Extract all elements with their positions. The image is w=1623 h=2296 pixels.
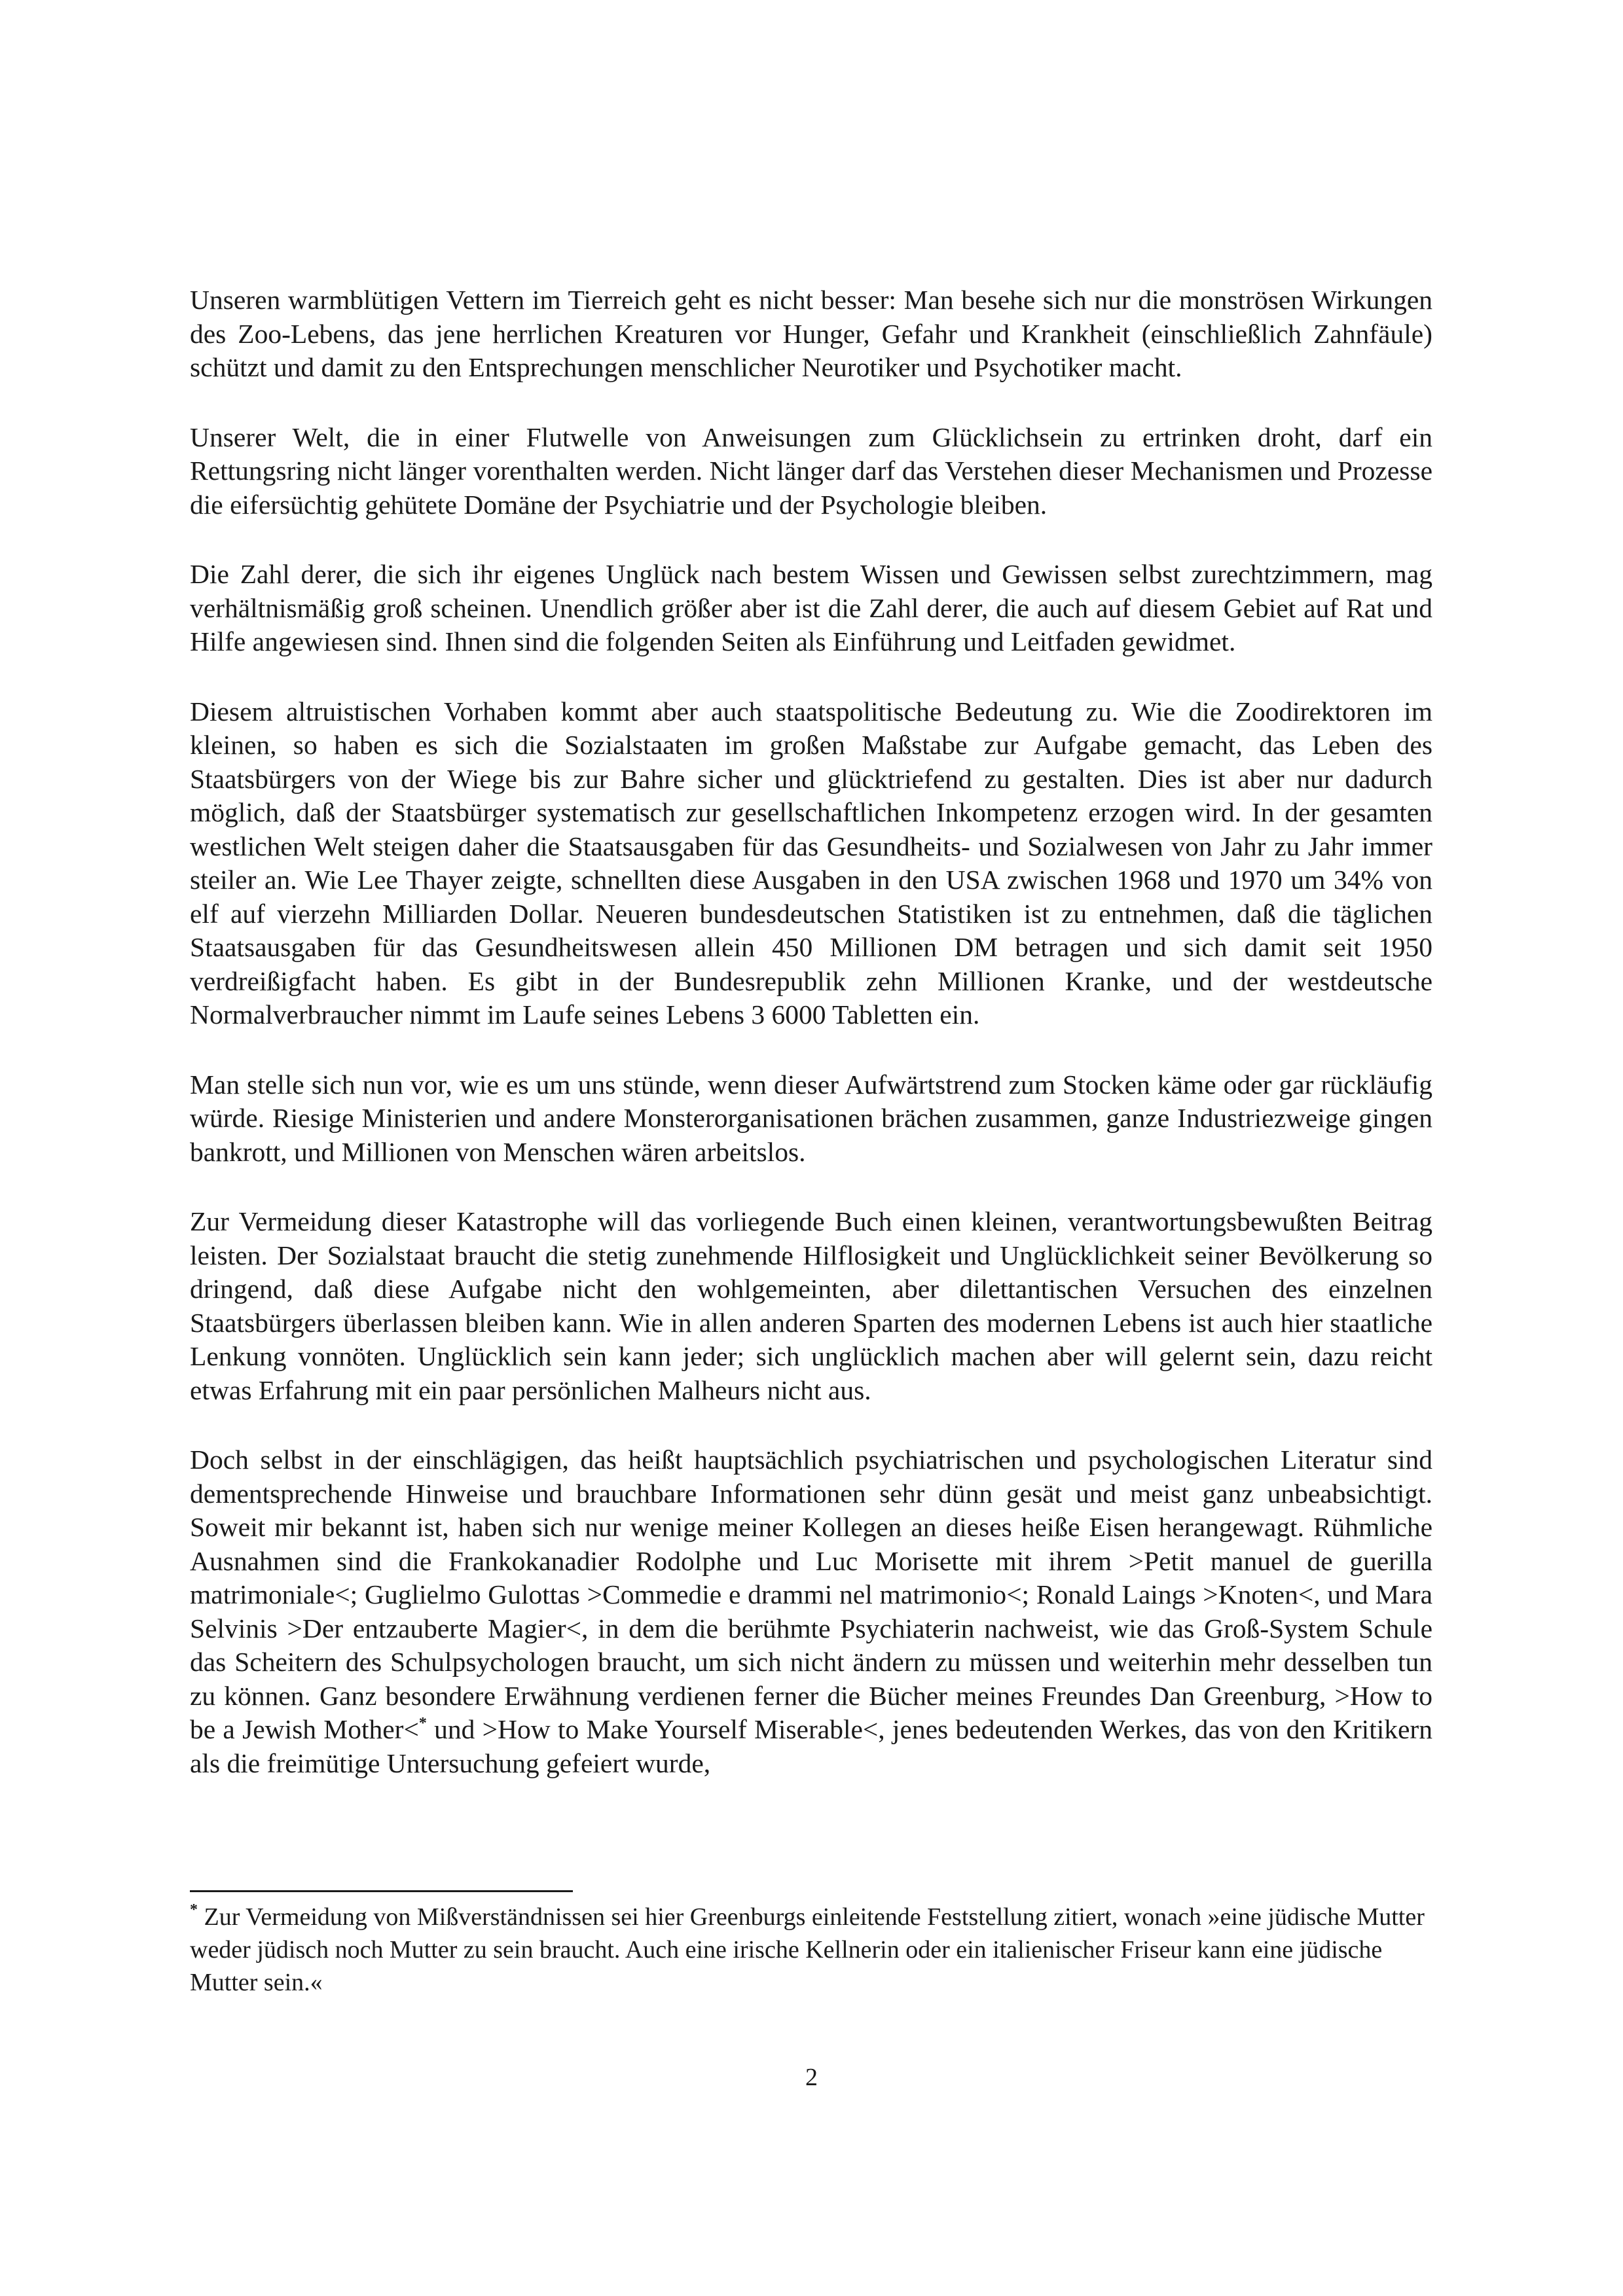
page-number: 2	[805, 2064, 818, 2091]
paragraph: Man stelle sich nun vor, wie es um uns stünde, wenn dieser Aufwärtstrend zum Stocken käme oder gar rückläufig würde. Riesige Ministerien und andere Monsterorganisationen brächen zusammen, ganze Industriezweige gingen bankrott, und Millionen von Menschen wären arbeitslos.	[190, 1069, 1432, 1167]
paragraph: Unserer Welt, die in einer Flutwelle von Anweisungen zum Glücklichsein zu ertrinken droht, darf ein Rettungsring nicht länger vorenthalten werden. Nicht länger darf das Verstehen dieser Mechanismen und Prozesse die eifersüchtig gehütete Domäne der Psychiatrie und der Psychologie bleiben.	[190, 422, 1432, 520]
footnote-separator	[190, 1890, 573, 1892]
paragraph: Unseren warmblütigen Vettern im Tierreich geht es nicht besser: Man besehe sich nur die monströsen Wirkungen des Zoo-Lebens, das jene herrlichen Kreaturen vor Hunger, Gefahr und Krankheit (einschließlich Zahnfäule) schützt und damit zu den Entsprechungen menschlicher Neurotiker und Psychotiker macht.	[190, 285, 1432, 382]
footnote-mark: *	[190, 1901, 198, 1918]
footnote-reference-mark: *	[418, 1715, 427, 1732]
paragraph: Zur Vermeidung dieser Katastrophe will das vorliegende Buch einen kleinen, verantwortungsbewußten Beitrag leisten. Der Sozialstaat braucht die stetig zunehmende Hilflosigkeit und Unglücklichkeit seiner Bevölkerung so dringend, daß diese Aufgabe nicht den wohlgemeinten, aber dilettantischen Versuchen des einzelnen Staatsbürgers überlassen bleiben kann. Wie in allen anderen Sparten des modernen Lebens ist auch hier staatliche Lenkung vonnöten. Unglücklich sein kann jeder; sich unglücklich machen aber will gelernt sein, dazu reicht etwas Erfahrung mit ein paar persönlichen Malheurs nicht aus.	[190, 1206, 1432, 1405]
paragraph-with-footnote-reference	[190, 1443, 1432, 1780]
footnote-text: Zur Vermeidung von Mißverständnissen sei hier Greenburgs einleitende Feststellung zitiert, wonach »eine jüdische Mutter weder jüdisch noch Mutter zu sein braucht. Auch eine irische Kellnerin oder ein italienischer Friseur kann eine jüdische Mutter sein.«	[190, 1903, 1425, 1996]
paragraph: Diesem altruistischen Vorhaben kommt aber auch staatspolitische Bedeutung zu. Wie die Zoodirektoren im kleinen, so haben es sich die Sozialstaaten im großen Maßstabe zur Aufgabe gemacht, das Leben des Staatsbürgers von der Wiege bis zur Bahre sicher und glücktriefend zu gestalten. Dies ist aber nur dadurch möglich, daß der Staatsbürger systematisch zur gesellschaftlichen Inkompetenz erzogen wird. In der gesamten westlichen Welt steigen daher die Staatsausgaben für das Gesundheits- und Sozialwesen von Jahr zu Jahr immer steiler an. Wie Lee Thayer zeigte, schnellten diese Ausgaben in den USA zwischen 1968 und 1970 um 34% von elf auf vierzehn Milliarden Dollar. Neueren bundesdeutschen Statistiken ist zu entnehmen, daß die täglichen Staatsausgaben für das Gesundheitswesen allein 450 Millionen DM betragen und sich damit seit 1950 verdreißigfacht haben. Es gibt in der Bundesrepublik zehn Millionen Kranke, und der westdeutsche Normalverbraucher nimmt im Laufe seines Lebens 3 6000 Tabletten ein.	[190, 696, 1432, 1030]
paragraph: Die Zahl derer, die sich ihr eigenes Unglück nach bestem Wissen und Gewissen selbst zurechtzimmern, mag verhältnismäßig groß scheinen. Unendlich größer aber ist die Zahl derer, die auch auf diesem Gebiet auf Rat und Hilfe angewiesen sind. Ihnen sind die folgenden Seiten als Einführung und Leitfaden gewidmet.	[190, 559, 1432, 656]
footnote	[190, 1901, 1432, 1999]
paragraph-text-continued: und >How to Make Yourself Miserable<, jenes bedeutenden Werkes, das von den Kritikern als die freimütige Untersuchung gefeiert wurde,	[190, 1714, 1433, 1778]
paragraph-text: Doch selbst in der einschlägigen, das heißt hauptsächlich psychiatrischen und psychologischen Literatur sind dementsprechende Hinweise und brauchbare Informationen sehr dünn gesät und meist ganz unbeabsichtigt. Soweit mir bekannt ist, haben sich nur wenige meiner Kollegen an dieses heiße Eisen herangewagt. Rühmliche Ausnahmen sind die Frankokanadier Rodolphe und Luc Morisette mit ihrem >Petit manuel de guerilla matrimoniale<; Guglielmo Gulottas >Commedie e drammi nel matrimonio<; Ronald Laings >Knoten<, und Mara Selvinis >Der entzauberte Magier<, in dem die berühmte Psychiaterin nachweist, wie das Groß-System Schule das Scheitern des Schulpsychologen braucht, um sich nicht ändern zu müssen und weiterhin mehr desselben tun zu können. Ganz besondere Erwähnung verdienen ferner die Bücher meines Freundes Dan Greenburg, >How to be a Jewish Mother<	[190, 1444, 1432, 1744]
body-text	[190, 283, 1432, 1780]
